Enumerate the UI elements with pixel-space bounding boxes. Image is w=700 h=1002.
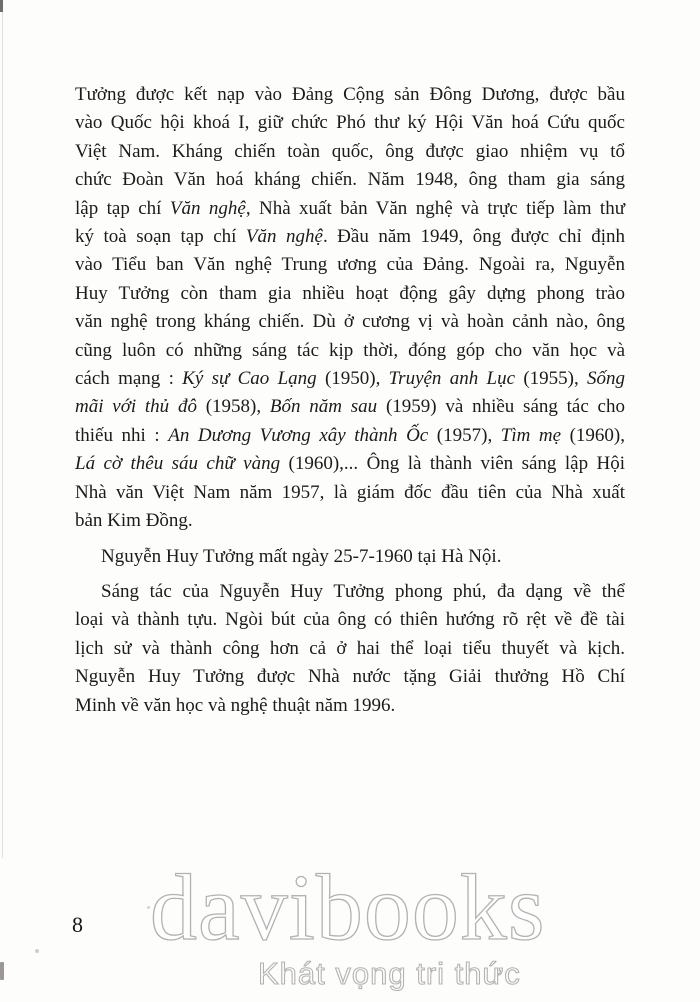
text-segment: Nhà văn Việt Nam năm 1957, là giám đốc đầu tiên của Nhà xuất: [75, 481, 625, 503]
text-segment: Sáng tác của Nguyễn Huy Tưởng phong phú, đa dạng về thể: [101, 580, 625, 602]
book-title-italic: mãi với thủ đô: [75, 396, 197, 418]
text-line: [75, 195, 625, 223]
scan-artifact-corner-mark: [0, 0, 3, 12]
text-segment: , Nhà xuất bản Văn nghệ và trực tiếp làm thư: [245, 197, 625, 219]
text-segment: lập tạp chí: [75, 197, 170, 219]
text-segment: Nguyễn Huy Tưởng mất ngày 25-7-1960 tại Hà Nội.: [101, 545, 502, 567]
text-segment: (1950),: [316, 368, 389, 390]
text-segment: vào Tiểu ban Văn nghệ Trung ương của Đảng. Ngoài ra, Nguyễn: [75, 254, 625, 276]
text-line: [75, 635, 625, 663]
text-line: [75, 166, 625, 194]
text-segment: (1957),: [428, 424, 501, 446]
text-segment: văn nghệ trong kháng chiến. Dù ở cương vị và hoàn cảnh nào, ông: [75, 311, 625, 333]
text-segment: Tưởng được kết nạp vào Đảng Cộng sản Đông Dương, được bầu: [75, 84, 625, 105]
text-line: [75, 138, 625, 166]
text-line: [75, 308, 625, 336]
text-line: [75, 663, 625, 691]
text-line: [75, 422, 625, 450]
text-segment: chức Đoàn Văn hoá kháng chiến. Năm 1948, ông tham gia sáng: [75, 169, 625, 191]
text-segment: cách mạng :: [75, 368, 183, 390]
text-segment: Minh về văn học và nghệ thuật năm 1996.: [75, 694, 396, 716]
text-line: [75, 365, 625, 393]
text-segment: cũng luôn có những sáng tác kịp thời, đóng góp cho văn học và: [75, 339, 625, 361]
scan-artifact-edge-mark: [0, 962, 4, 980]
text-segment: lịch sử và thành công hơn cả ở hai thể loại tiểu thuyết và kịch.: [75, 637, 625, 659]
text-segment: . Đầu năm 1949, ông được chỉ định: [322, 226, 625, 248]
text-segment: (1960),... Ông là thành viên sáng lập Hội: [280, 453, 625, 475]
book-title-italic: Văn nghệ: [169, 197, 246, 219]
text-line: [75, 337, 625, 365]
book-title-italic: Truyện anh Lục: [388, 368, 516, 390]
page-number: 8: [72, 912, 83, 937]
text-segment: (1959) và nhiều sáng tác cho: [377, 396, 625, 418]
text-line: [75, 450, 625, 478]
text-block: [75, 81, 625, 720]
text-segment: (1958),: [196, 396, 270, 418]
book-title-italic: Sống: [587, 368, 626, 390]
text-segment: bản Kim Đồng.: [75, 510, 193, 532]
book-title-italic: Bốn năm sau: [269, 396, 378, 418]
text-segment: ký toà soạn tạp chí: [75, 226, 246, 248]
text-segment: thiếu nhi :: [75, 424, 169, 446]
text-line: [75, 109, 625, 137]
text-segment: (1960),: [561, 424, 625, 446]
book-title-italic: Ký sự Cao Lạng: [182, 368, 317, 390]
text-line: [75, 507, 625, 535]
book-title-italic: Văn nghệ: [245, 226, 323, 248]
text-line: [75, 479, 625, 507]
text-line: [75, 223, 625, 251]
scan-artifact-left-line: [2, 0, 3, 858]
text-segment: (1955),: [515, 368, 588, 390]
text-segment: Nguyễn Huy Tưởng được Nhà nước tặng Giải thưởng Hồ Chí: [75, 666, 625, 688]
book-title-italic: Lá cờ thêu sáu chữ vàng: [75, 453, 281, 475]
text-line: [75, 543, 625, 571]
text-segment: loại và thành tựu. Ngòi bút của ông có thiên hướng rõ rệt về đề tài: [75, 609, 625, 631]
text-line: [75, 606, 625, 634]
text-segment: vào Quốc hội khoá I, giữ chức Phó thư ký Hội Văn hoá Cứu quốc: [75, 112, 625, 134]
text-line: [75, 578, 625, 606]
text-segment: Huy Tưởng còn tham gia nhiều hoạt động gây dựng phong trào: [75, 282, 625, 304]
book-title-italic: An Dương Vương xây thành Ốc: [168, 424, 429, 446]
watermark-tagline: Khát vọng tri thức: [258, 956, 521, 991]
text-line: [75, 251, 625, 279]
text-segment: Việt Nam. Kháng chiến toàn quốc, ông được giao nhiệm vụ tổ: [75, 140, 625, 162]
book-title-italic: Tìm mẹ: [500, 424, 562, 446]
text-line: [75, 393, 625, 421]
text-line: [75, 280, 625, 308]
text-line: [75, 81, 625, 109]
text-line: [75, 692, 625, 720]
watermark-brand: davibooks: [150, 856, 546, 960]
scan-artifact-speck: [35, 949, 39, 953]
